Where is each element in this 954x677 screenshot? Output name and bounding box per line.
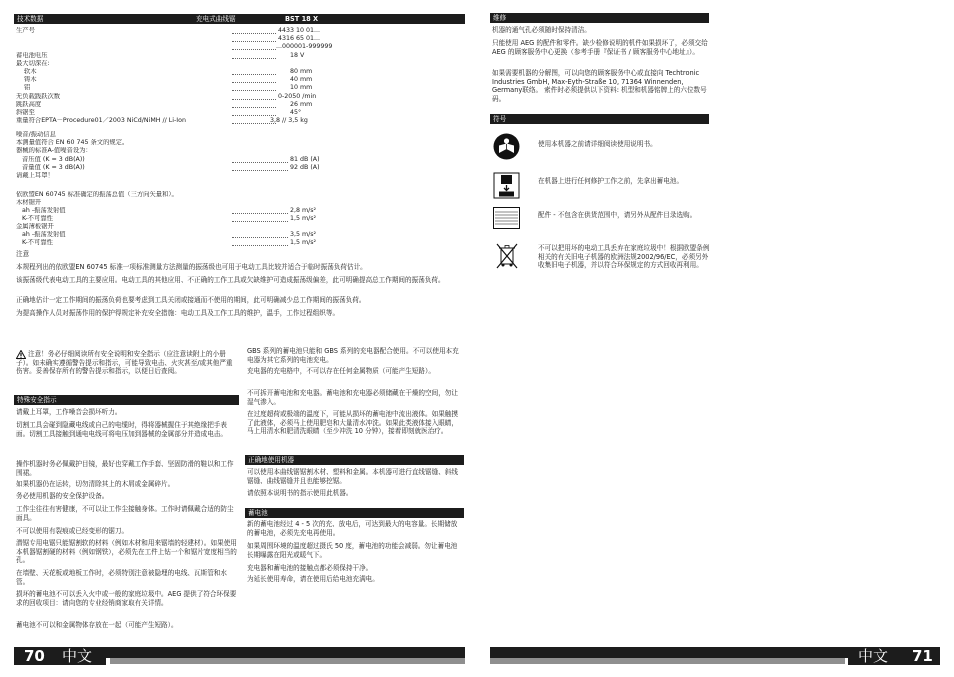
- spec-row-value: 40 mm: [290, 76, 313, 84]
- right-footer-tab: [848, 647, 940, 665]
- spec-header-left: 技术数据: [17, 15, 44, 23]
- symbol-text-1: 使用本机器之前请详细阅读使用说明书。: [538, 140, 657, 148]
- safety-paragraph: 损坏的蓄电池不可以丢入火中或一般的家庭垃圾中。AEG 提供了符合环保要求的回收项目：请向您的专业经销商家取有关详情。: [16, 590, 237, 607]
- maint-p2: 只能使用 AEG 的配件和零件。缺少检修说明的机件如果损坏了，必须交给 AEG 的顾客服务中心更换（参考手册『保证书 / 顾客服务中心地址』）。: [492, 39, 708, 56]
- spec-row-value: 45°: [290, 109, 302, 116]
- metal-row-2-value: 1,5 m/s²: [290, 239, 317, 246]
- symbols-title: 符号: [493, 115, 507, 123]
- vibration-title: 依欧盟EN 60745 标准确定的振荡总值（三方向矢量和）。: [16, 191, 178, 198]
- safety-paragraph: 切割工具会碰到隐藏电线或自己的电缆时，得将器械握住于其绝缘把手表面。切割工具接触到通电电线可将电压加到器械的金属部分并造成电击。: [16, 421, 227, 438]
- mid-p4: 在过度超荷或极端的温度下，可能从损坏的蓄电池中流出液体。如果触摸了此液体，必须马上使用肥皂和大量清水冲洗。如果此类液体接入眼睛，马上用清水和肥清洗眼睛（至少冲洗 10 分钟），接着即刻就医治疗。: [247, 410, 458, 436]
- spec-row-label: 无负载践跃次数: [16, 92, 61, 100]
- spec-row-leader: [232, 90, 276, 91]
- usage-title: 正确地使用机器: [248, 456, 295, 464]
- safety-paragraph: 如果机器仍在运转，切勿清除其上的木屑或金属碎片。: [16, 480, 175, 488]
- read-manual-icon: [493, 133, 520, 160]
- spec-row-leader: [232, 99, 276, 100]
- left-footer-tab: [14, 647, 106, 665]
- usage-p2: 请依照本说明书的指示使用此机器。: [247, 489, 353, 497]
- vibration-wood: 木材锯开: [16, 199, 42, 206]
- spec-header-mid: 充电式曲线锯: [196, 15, 236, 23]
- wood-row-2-label: K-不可靠性: [22, 215, 53, 222]
- spec-row-label: 铝: [24, 84, 31, 92]
- spec-row-leader: [232, 58, 276, 59]
- noise-row-2-label: 音量值 (K = 3 dB(A)): [22, 164, 85, 171]
- spec-row-leader: [232, 33, 276, 34]
- special-safety-bar: [14, 395, 239, 405]
- spec-row-leader: [232, 115, 276, 116]
- symbol-text-2: 在机器上进行任何修护工作之前，先拿出蓄电池。: [538, 177, 684, 185]
- metal-row-2-leader: [232, 245, 288, 246]
- spec-row-value: 4316 65 01...: [278, 35, 321, 43]
- symbol-text-4: 不可以把用坏的电动工具丢弃在家庭垃圾中！根据欧盟条例相关的有关旧电子机器的欧洲法规2002/96/EC，必须另外收集旧电子机器，并以符合环保规定的方式回收再利用。: [538, 244, 710, 270]
- notes-p1: 本规程列出的依欧盟EN 60745 标准一项标准测量方法测量的振荡级也可用于电动工具比较并适合于临时振荡负荷估计。: [16, 263, 367, 271]
- symbols-bar: [490, 114, 709, 124]
- metal-row-2-label: K-不可靠性: [22, 239, 53, 246]
- left-lang: 中文: [62, 647, 93, 665]
- noise-line3: 请戴上耳罩！: [16, 172, 54, 179]
- symbol-text-3: 配件 - 不包含在供货范围中，请另外从配件目录选购。: [538, 211, 697, 219]
- spec-row-label: 铸木: [24, 76, 37, 84]
- left-page-number: 70: [24, 647, 45, 665]
- spec-row-label: 软木: [24, 68, 37, 75]
- spec-row-value: 0-2050 /min: [278, 92, 317, 100]
- accessory-icon: [493, 207, 520, 229]
- mid-p2: 充电器的充电格中，不可以存在任何金属物质（可能产生短路）。: [247, 367, 435, 375]
- battery-p1: 新的蓄电池经过 4 - 5 次的充、放电后，可达到最大的电容量。长期储放的蓄电池，必须先充电再使用。: [247, 520, 458, 537]
- maint-title: 维修: [493, 14, 507, 22]
- wood-row-1-label: ah -振荡发射值: [22, 207, 66, 214]
- spec-row-value: ...000001-999999: [276, 43, 333, 51]
- right-lang: 中文: [858, 647, 889, 665]
- noise-row-1-leader: [232, 162, 288, 163]
- battery-p3: 充电器和蓄电池的接触点都必须保持干净。: [247, 564, 373, 572]
- spec-row-value: 4433 10 01...: [278, 27, 321, 34]
- notes-p4: 为提高操作人员对振荡作用的保护得规定补充安全措施：电动工具及工作工具的维护，温手，工作过程组织等。: [16, 309, 340, 317]
- safety-paragraph: 操作机器时务必佩戴护目镜，最好也穿戴工作手套、坚固防滑的鞋以和工作围裙。: [16, 460, 234, 477]
- wood-row-1-value: 2,8 m/s²: [290, 207, 317, 214]
- battery-title: 蓄电池: [248, 509, 268, 517]
- safety-paragraph: 请戴上耳罩，工作噪音会损坏听力。: [16, 408, 122, 416]
- safety-paragraph: 工作尘往往有害健康，不可以让工作尘接触身体。工作时请佩戴合适的防尘面具。: [16, 505, 234, 522]
- spec-row-label: [16, 43, 234, 51]
- spec-row-value: 80 mm: [290, 68, 313, 75]
- safety-paragraph: 蓄电池不可以和金属物体存放在一起（可能产生短路）。: [16, 621, 178, 629]
- battery-bar: [245, 508, 464, 518]
- left-footer-grey: [110, 658, 465, 664]
- wood-row-2-value: 1,5 m/s²: [290, 215, 317, 222]
- notes-p3: 正确地估计一定工作期间的振荡负荷也要考虑到工具关闭或接通而不使用的期间，此可明确减少总工作期间的振荡负荷。: [16, 296, 366, 304]
- spec-row-label: 斜锯至: [16, 109, 35, 116]
- noise-row-2-leader: [232, 170, 288, 171]
- safety-paragraph: 潜锯专用电锯只能锯割软的材料（例如木材和用来锯墙的轻建材）。如果使用本机器锯割硬的材料（例如钢铁），必须先在工件上钻一个和锯片宽度相当的孔。: [16, 539, 237, 565]
- spec-header-bar: [14, 14, 465, 24]
- right-page-number: 71: [912, 647, 933, 665]
- wood-row-2-leader: [232, 221, 288, 222]
- metal-row-1-leader: [232, 237, 288, 238]
- notes-p2: 该振荡级代表电动工具的主要应用。电动工具的其他应用、不正确的工作工具或欠缺维护可造成振荡级偏差，此可明确提高总工作期间的振荡负荷。: [16, 276, 445, 284]
- spec-row-label: [16, 35, 234, 43]
- spec-row-value: 10 mm: [290, 84, 313, 92]
- spec-row-value: 26 mm: [290, 100, 313, 108]
- noise-title: 噪音/振动信息: [16, 131, 56, 138]
- right-footer-grey: [490, 658, 845, 664]
- safety-paragraph: 务必使用机器的安全保护设备。: [16, 492, 109, 500]
- maint-p3: 如果需要机器的分解图，可以向您的顾客服务中心或直接向 Techtronic Industries GmbH, Max-Eyth-Straße 10, 71364 Winnenden, Germany联络。 索件时必须提供以下资料: 机型和机器铭牌上的六位数号码。: [492, 69, 707, 103]
- spec-row-leader: [232, 74, 276, 75]
- wood-row-1-leader: [232, 213, 288, 214]
- battery-p4: 为延长使用寿命，请在使用后给电池充满电。: [247, 575, 379, 583]
- spec-row-leader: [232, 41, 276, 42]
- spec-row-label: 重量符合EPTA－Procedure01／2003 NiCd/NiMH // Li-Ion: [16, 117, 186, 125]
- special-safety-title: 特殊安全指示: [17, 396, 57, 404]
- metal-row-1-value: 3,5 m/s²: [290, 231, 317, 238]
- mid-p1: GBS 系列的蓄电池只能和 GBS 系列的充电器配合使用。不可以使用本充电器为其它系列的电池充电。: [247, 347, 459, 364]
- spec-row-label: 蓄电池电压: [16, 51, 48, 59]
- usage-bar: [245, 455, 464, 465]
- noise-line2: 器械的标准A-值噪音设为：: [16, 147, 92, 154]
- safety-paragraph: 不可以使用有裂痕或已经变形的锯刀。: [16, 527, 129, 535]
- noise-row-2-value: 92 dB (A): [290, 164, 320, 171]
- no-trash-bin-icon: [495, 242, 519, 270]
- warning-text: 注意！务必仔细阅读所有安全说明和安全指示（应注意读附上的小册子）。如未确实遵循警告提示和指示，可能导致电击、火灾甚至/或其他严重伤害。妥善保存所有的警告提示和指示，以便日后查阅。: [16, 350, 233, 376]
- noise-line1: 本测量值符合 EN 60 745 条文的规定。: [16, 139, 129, 146]
- usage-p: 可以使用本曲线锯锯割木材、塑料和金属。本机器可进行直线锯缝、斜线锯缝、曲线锯缝并且也能够挖锯。: [247, 468, 458, 485]
- spec-row-value: 18 V: [290, 51, 305, 59]
- spec-row-leader: [232, 82, 276, 83]
- vibration-metal: 金属薄板锯开: [16, 223, 54, 230]
- metal-row-1-label: ah -振荡发射值: [22, 231, 66, 238]
- battery-removal-icon: [493, 172, 520, 199]
- spec-row-label: 生产号: [16, 27, 35, 34]
- maint-bar: [490, 13, 709, 23]
- spec-row-label: 跳跃高度: [16, 100, 42, 108]
- spec-row-value: 3,8 // 3,5 kg: [270, 117, 308, 125]
- maint-p1: 机器的通气孔必须随时保持清洁。: [492, 26, 591, 34]
- spec-row-leader: [232, 107, 276, 108]
- safety-paragraph: 在墙壁、天花板或地板工作时，必须特别注意被隐埋的电线、瓦斯管和水管。: [16, 569, 227, 586]
- spec-row-leader: [232, 49, 276, 50]
- spec-header-right: BST 18 X: [285, 15, 319, 23]
- noise-row-1-label: 音压值 (K = 3 dB(A)): [22, 156, 85, 163]
- spec-row-label: 最大切深在:: [16, 59, 50, 67]
- noise-row-1-value: 81 dB (A): [290, 156, 320, 163]
- warning-triangle-icon: [16, 350, 26, 359]
- notes-title: 注意: [16, 250, 30, 258]
- mid-p3: 不可拆开蓄电池和充电器。蓄电池和充电器必须储藏在干燥的空间，勿让湿气渗入。: [247, 389, 458, 406]
- battery-p2: 如果周围环境的温度超过摄氏 50 度，蓄电池的功能会减弱。勿让蓄电池长期曝露在阳光或暖气下。: [247, 542, 458, 559]
